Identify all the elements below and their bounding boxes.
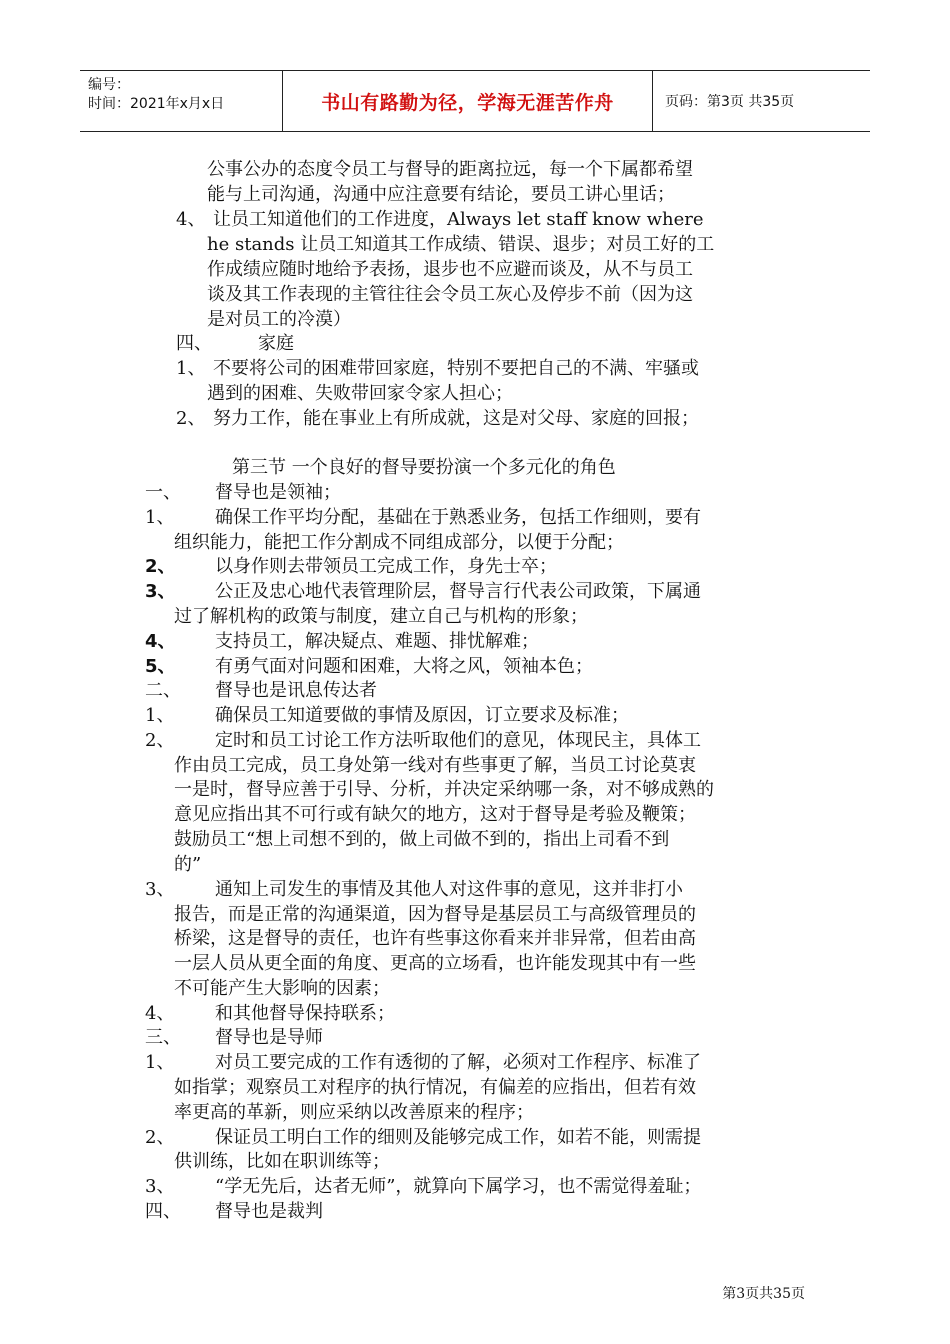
section-heading: 督导也是裁判	[215, 1201, 323, 1222]
text-line: 公正及忠心地代表管理阶层，督导言行代表公司政策，下属通	[215, 581, 701, 602]
text-line: 的”	[174, 854, 202, 875]
text-line: 不要将公司的困难带回家庭，特别不要把自己的不满、牢骚或	[213, 358, 699, 379]
text-line: 桥梁，这是督导的责任，也许有些事这你看来并非异常，但若由高	[174, 928, 696, 949]
text-line: 努力工作，能在事业上有所成就，这是对父母、家庭的回报；	[213, 408, 699, 429]
header-motto: 书山有路勤为径，学海无涯苦作舟	[283, 71, 653, 131]
item-number: 3、	[145, 879, 175, 900]
text-line: 组织能力，能把工作分割成不同组成部分，以便于分配；	[174, 532, 624, 553]
item-number: 5、	[145, 656, 176, 677]
text-line: he stands 让员工知道其工作成绩、错误、退步；对员工好的工	[207, 234, 715, 255]
item-number: 2、	[145, 1127, 175, 1148]
section-heading: 督导也是导师	[215, 1027, 323, 1048]
text-line: 一层人员从更全面的角度、更高的立场看，也许能发现其中有一些	[174, 953, 696, 974]
header-page-info: 页码：第3页 共35页	[665, 94, 795, 110]
text-line: 通知上司发生的事情及其他人对这件事的意见，这并非打小	[215, 879, 683, 900]
item-number: 1、	[145, 705, 175, 726]
text-line: 不可能产生大影响的因素；	[174, 978, 390, 999]
text-line: 过了解机构的政策与制度，建立自己与机构的形象；	[174, 606, 588, 627]
text-line: 确保工作平均分配，基础在于熟悉业务，包括工作细则，要有	[215, 507, 701, 528]
chapter-title: 第三节 一个良好的督导要扮演一个多元化的角色	[232, 457, 616, 478]
text-line: 能与上司沟通，沟通中应注意要有结论，要员工讲心里话；	[207, 184, 675, 205]
text-line: 定时和员工讨论工作方法听取他们的意见，体现民主，具体工	[215, 730, 701, 751]
text-line: “学无先后，达者无师”，就算向下属学习，也不需觉得羞耻；	[215, 1176, 702, 1197]
text-line: 作由员工完成，员工身处第一线对有些事更了解，当员工讨论莫衷	[174, 755, 696, 776]
item-number: 2、	[145, 556, 176, 577]
item-number: 4、	[145, 1003, 175, 1024]
text-line: 是对员工的冷漠）	[207, 309, 351, 330]
item-number: 4、	[176, 209, 206, 230]
section-number: 四、	[145, 1201, 181, 1222]
item-number: 1、	[176, 358, 206, 379]
time-label: 时间：2021年x月x日	[88, 96, 225, 112]
text-line: 公事公办的态度令员工与督导的距离拉远，每一个下属都希望	[207, 159, 693, 180]
item-number: 2、	[145, 730, 175, 751]
section-number: 三、	[145, 1027, 181, 1048]
text-line: 谈及其工作表现的主管往往会令员工灰心及停步不前（因为这	[207, 284, 693, 305]
text-line: 鼓励员工“想上司想不到的，做上司做不到的，指出上司看不到	[174, 829, 670, 850]
text-line: 保证员工明白工作的细则及能够完成工作，如若不能，则需提	[215, 1127, 701, 1148]
page-header	[80, 70, 870, 132]
text-line: 率更高的革新，则应采纳以改善原来的程序；	[174, 1102, 534, 1123]
text-line: 支持员工，解决疑点、难题、排忧解难；	[215, 631, 539, 652]
header-meta	[80, 71, 283, 131]
text-line: 和其他督导保持联系；	[215, 1003, 395, 1024]
item-number: 3、	[145, 581, 176, 602]
page-footer: 第3页共35页	[722, 1286, 805, 1302]
text-line: 报告，而是正常的沟通渠道，因为督导是基层员工与高级管理员的	[174, 904, 696, 925]
text-line: 以身作则去带领员工完成工作，身先士卒；	[215, 556, 557, 577]
text-line: 如指掌；观察员工对程序的执行情况，有偏差的应指出，但若有效	[174, 1077, 696, 1098]
text-line: 作成绩应随时地给予表扬，退步也不应避而谈及，从不与员工	[207, 259, 693, 280]
section-number: 一、	[145, 482, 181, 503]
text-line: 让员工知道他们的工作进度，Always let staff know where	[213, 209, 704, 230]
text-line: 有勇气面对问题和困难，大将之风，领袖本色；	[215, 656, 593, 677]
section-number: 四、	[176, 333, 212, 354]
item-number: 2、	[176, 408, 206, 429]
section-heading: 家庭	[258, 333, 294, 354]
item-number: 1、	[145, 1052, 175, 1073]
section-heading: 督导也是讯息传达者	[215, 680, 377, 701]
item-number: 1、	[145, 507, 175, 528]
text-line: 确保员工知道要做的事情及原因，订立要求及标准；	[215, 705, 629, 726]
text-line: 意见应指出其不可行或有缺欠的地方，这对于督导是考验及鞭策；	[174, 804, 696, 825]
text-line: 遇到的困难、失败带回家令家人担心；	[207, 383, 513, 404]
section-heading: 督导也是领袖；	[215, 482, 341, 503]
text-line: 对员工要完成的工作有透彻的了解，必须对工作程序、标准了	[215, 1052, 701, 1073]
item-number: 4、	[145, 631, 176, 652]
text-line: 一是时，督导应善于引导、分析，并决定采纳哪一条，对不够成熟的	[174, 779, 714, 800]
item-number: 3、	[145, 1176, 175, 1197]
text-line: 供训练，比如在职训练等；	[174, 1151, 390, 1172]
section-number: 二、	[145, 680, 181, 701]
number-label: 编号：	[88, 77, 130, 93]
